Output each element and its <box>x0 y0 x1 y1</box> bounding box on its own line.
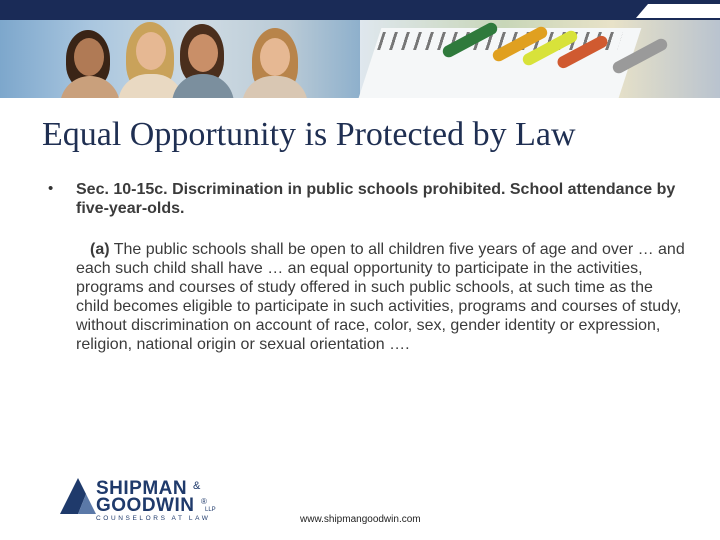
slide-title: Equal Opportunity is Protected by Law <box>42 116 576 153</box>
logo-name-line2: GOODWIN <box>96 495 195 516</box>
student-1-face <box>74 38 104 76</box>
paragraph-label: (a) <box>90 241 110 258</box>
top-bar-accent <box>636 4 720 18</box>
student-3-face <box>188 34 218 72</box>
student-4-face <box>260 38 290 76</box>
footer-website-link[interactable]: www.shipmangoodwin.com <box>300 514 421 525</box>
top-navy-bar <box>0 0 720 20</box>
paragraph-text: The public schools shall be open to all children five years of age and over … and each such child shall have … an equal opportunity to participate in the activities, programs and courses of study offered in such public schools, at such time as the child becomes eligible to participate in such activities, programs and courses of study, without discrimination on account of race, color, sex, gender identity or expression, religion, national origin or sexual orientation …. <box>76 241 685 353</box>
header-banner-image <box>0 20 720 98</box>
student-2-face <box>136 32 166 70</box>
bullet-marker: • <box>48 180 54 197</box>
logo-name-line1: SHIPMAN <box>96 478 188 499</box>
student-3-shirt <box>172 74 234 98</box>
bullet-section-heading: Sec. 10-15c. Discrimination in public schools prohibited. School attendance by five-year-olds. <box>76 181 676 217</box>
students-photo <box>0 20 360 98</box>
logo-tagline: COUNSELORS AT LAW <box>96 515 211 522</box>
statute-paragraph <box>76 240 686 354</box>
logo-ampersand: & <box>193 480 201 492</box>
student-4-shirt <box>242 76 308 98</box>
logo-llp: LLP <box>205 507 216 513</box>
logo-registered-mark: ® <box>201 497 207 506</box>
